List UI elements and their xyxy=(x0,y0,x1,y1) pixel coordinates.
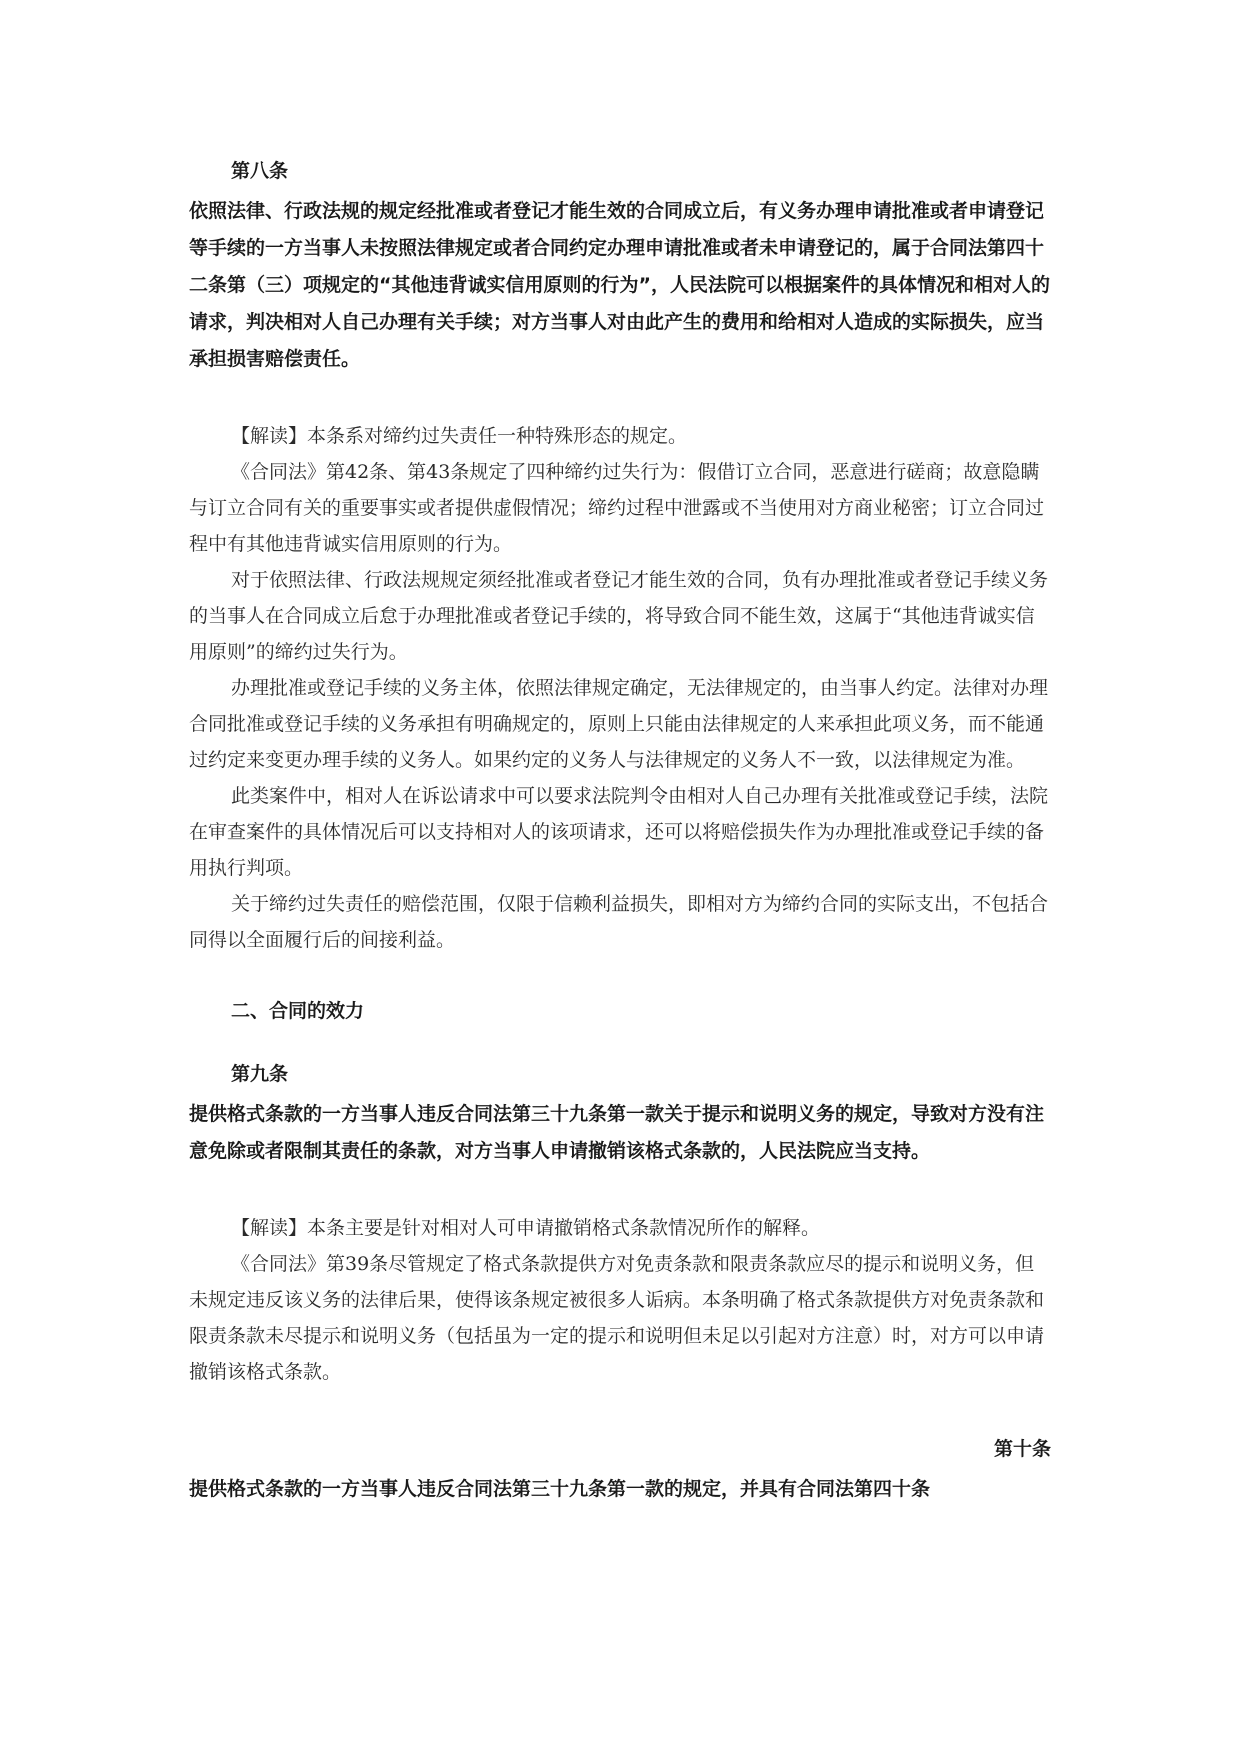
document-page xyxy=(189,156,1051,1508)
interpretation-paragraph: 【解读】本条主要是针对相对人可申请撤销格式条款情况所作的解释。 xyxy=(231,1217,821,1239)
interpretation-paragraph: 【解读】本条系对缔约过失责任一种特殊形态的规定。 xyxy=(231,425,688,447)
article-9-interpretation xyxy=(189,1210,1051,1390)
interpretation-paragraph: 关于缔约过失责任的赔偿范围，仅限于信赖利益损失，即相对方为缔约合同的实际支出，不包括合同得以全面履行后的间接利益。 xyxy=(189,893,1049,951)
article-8-title: 第八条 xyxy=(231,160,289,182)
interpretation-paragraph: 《合同法》第39条尽管规定了格式条款提供方对免责条款和限责条款应尽的提示和说明义务，但未规定违反该义务的法律后果，使得该条规定被很多人诟病。本条明确了格式条款提供方对免责条款和限责条款未尽提示和说明义务（包括虽为一定的提示和说明但未足以引起对方注意）时，对方可以申请撤销该格式条款。 xyxy=(189,1253,1045,1383)
interpretation-paragraph: 《合同法》第42条、第43条规定了四种缔约过失行为：假借订立合同，恶意进行磋商；故意隐瞒与订立合同有关的重要事实或者提供虚假情况；缔约过程中泄露或不当使用对方商业秘密；订立合同过程中有其他违背诚实信用原则的行为。 xyxy=(189,461,1045,555)
interpretation-paragraph: 办理批准或登记手续的义务主体，依照法律规定确定，无法律规定的，由当事人约定。法律对办理合同批准或登记手续的义务承担有明确规定的，原则上只能由法律规定的人来承担此项义务，而不能通过约定来变更办理手续的义务人。如果约定的义务人与法律规定的义务人不一致，以法律规定为准。 xyxy=(189,677,1049,771)
article-9-body: 提供格式条款的一方当事人违反合同法第三十九条第一款关于提示和说明义务的规定，导致对方没有注意免除或者限制其责任的条款，对方当事人申请撤销该格式条款的，人民法院应当支持。 xyxy=(189,1103,1045,1162)
article-8-interpretation xyxy=(189,418,1051,958)
interpretation-paragraph: 对于依照法律、行政法规规定须经批准或者登记才能生效的合同，负有办理批准或者登记手续义务的当事人在合同成立后怠于办理批准或者登记手续的，将导致合同不能生效，这属于“其他违背诚实信用原则”的缔约过失行为。 xyxy=(189,569,1049,663)
article-9-title: 第九条 xyxy=(231,1063,289,1085)
article-8-body: 依照法律、行政法规的规定经批准或者登记才能生效的合同成立后，有义务办理申请批准或者申请登记等手续的一方当事人未按照法律规定或者合同约定办理申请批准或者未申请登记的，属于合同法第四十二条第（三）项规定的“其他违背诚实信用原则的行为”，人民法院可以根据案件的具体情况和相对人的请求，判决相对人自己办理有关手续；对方当事人对由此产生的费用和给相对人造成的实际损失，应当承担损害赔偿责任。 xyxy=(189,200,1050,370)
section-heading: 二、合同的效力 xyxy=(231,1000,365,1022)
article-10-body: 提供格式条款的一方当事人违反合同法第三十九条第一款的规定，并具有合同法第四十条 xyxy=(189,1478,931,1500)
interpretation-paragraph: 此类案件中，相对人在诉讼请求中可以要求法院判令由相对人自己办理有关批准或登记手续，法院在审查案件的具体情况后可以支持相对人的该项请求，还可以将赔偿损失作为办理批准或登记手续的备用执行判项。 xyxy=(189,785,1049,879)
article-10-title: 第十条 xyxy=(993,1438,1051,1460)
